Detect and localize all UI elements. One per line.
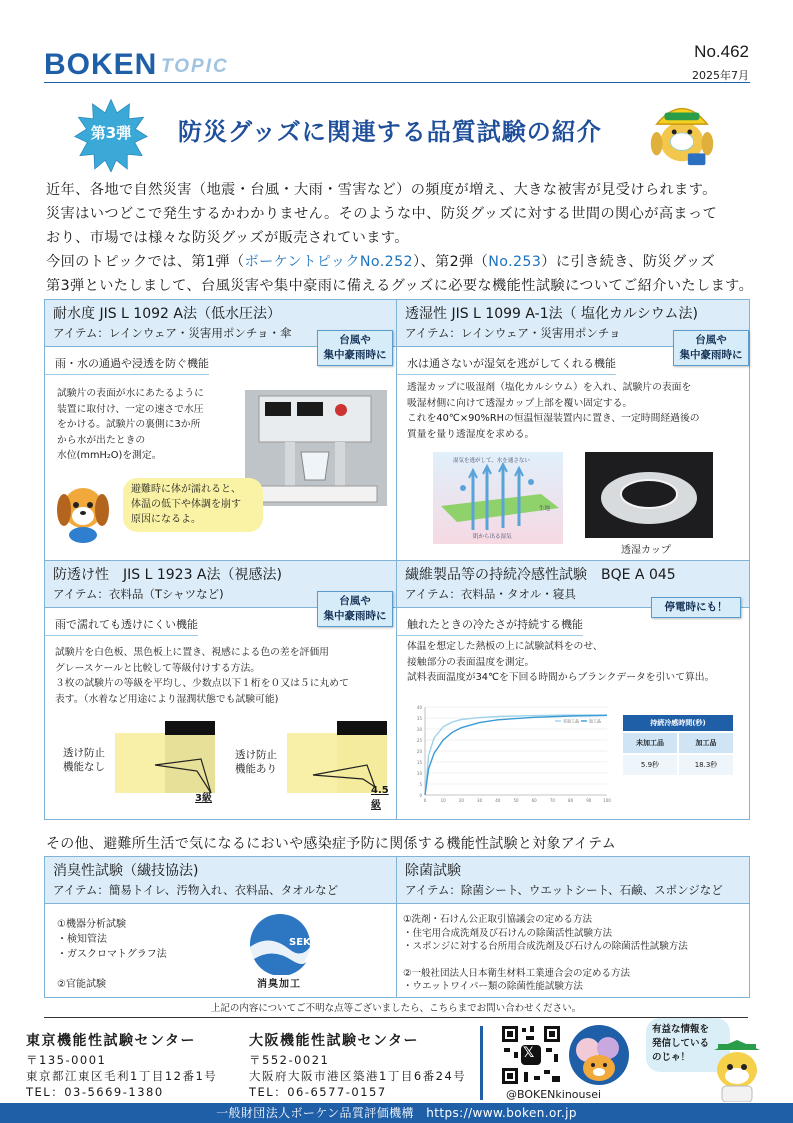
body-line: 試料表面温度が34℃を下回る時間からブランクデータを引いて算出。 [407, 672, 715, 683]
intro-line: 災害はいつどこで発生するかわかりません。そのような中、防災グッズに対する世間の関心が高まって [46, 206, 718, 222]
function-label: 雨・水の通過や浸透を防ぐ機能 [45, 353, 209, 375]
deodorant-panel [44, 856, 397, 998]
body-line: 体温を想定した熱板の上に試験試料をのせ、 [407, 641, 603, 652]
x-tick-label: 90 [586, 798, 592, 803]
x-tick-label: 0 [423, 798, 427, 803]
chart-background [407, 701, 613, 809]
page-title: 防災グッズに関連する品質試験の紹介 [178, 118, 602, 146]
tokyo-address: 東京都江東区毛利1丁目12番1号 [26, 1069, 218, 1083]
x-tick-label: 60 [531, 798, 537, 803]
panel-item: アイテム：レインウェア・災害用ポンチョ [405, 326, 621, 340]
body-line: 接触部分の表面温度を測定。 [407, 656, 535, 668]
osaka-zip: 〒552-0021 [249, 1053, 330, 1067]
body-line: 吸湿材側に向けて透湿カップ上部を覆い固定する。 [407, 397, 633, 409]
panel-item: アイテム：衣料品・タオル・寝具 [405, 587, 576, 601]
intro-fragment: 今回のトピックでは、第1弾（ [46, 254, 245, 270]
speech-line: 有益な情報を [652, 1024, 710, 1035]
table-header-cell: 未加工品 [623, 733, 677, 753]
grade-no-function: 3級 [195, 793, 212, 804]
panel-item: アイテム：衣料品（Tシャツなど) [53, 587, 224, 601]
y-tick-label: 10 [416, 771, 422, 776]
panel-title: 繊維製品等の持続冷感性試験 BQE A 045 [405, 567, 676, 583]
y-tick-label: 40 [416, 705, 422, 710]
cooling-body [407, 639, 743, 686]
bubble-line: 原因になるよ。 [131, 514, 201, 525]
body-line: 試験片の表面が水にあたるように [57, 388, 204, 399]
x-tick-label: 50 [513, 798, 519, 803]
diagram-caption-top: 湿気を逃がして、水を通さない [453, 458, 530, 464]
deodorant-list [57, 917, 257, 992]
function-label: 雨で濡れても透けにくい機能 [45, 614, 198, 636]
tag-line: 台風や [339, 595, 371, 607]
body-line: をかける。試験片の裏側に3か所 [57, 419, 201, 430]
y-tick-label: 20 [416, 749, 422, 754]
body-line: 試験片を白色板、黒色板上に置き、視感による色の差を評価用 [55, 647, 329, 658]
osaka-contact [249, 1030, 466, 1100]
body-line: 水位(mmH₂O)を測定。 [57, 450, 162, 461]
tokyo-center-name: 東京機能性試験センター [26, 1033, 196, 1049]
intro-fragment: ）、第2弾（ [412, 254, 489, 270]
x-tick-label: 30 [477, 798, 483, 803]
list-item: ・検知管法 [57, 934, 107, 945]
x-tick-label: 10 [440, 798, 446, 803]
list-item: ②官能試験 [57, 979, 106, 990]
see-through-panel [44, 560, 397, 820]
cup-caption: 透湿カップ [621, 545, 671, 556]
water-resistance-panel [44, 299, 397, 561]
sample-black-band [337, 721, 387, 735]
cooling-chart [407, 701, 613, 809]
x-handle[interactable]: @BOKENkinousei [506, 1088, 602, 1101]
moisture-cup-photo [585, 452, 713, 538]
sample-pointer [149, 757, 229, 801]
tag-line: 集中豪雨時に [323, 610, 387, 622]
body-line: これを40℃×90%RHの恒温恒湿装置内に置き、一定時間経過後の [407, 413, 700, 424]
cooling-result-table [623, 715, 733, 775]
boken-logo: BOKEN [44, 48, 158, 81]
label-line: 機能あり [235, 763, 277, 775]
topic-label: TOPIC [161, 56, 229, 77]
list-item: ①洗剤・石けん公正取引協議会の定める方法 [403, 914, 593, 925]
mascot-characters-icon [568, 1024, 630, 1086]
moisture-permeability-panel [396, 299, 750, 561]
body-line: 装置に取付け、一定の速さで水圧 [57, 403, 204, 415]
issue-number: No.462 [694, 42, 749, 61]
y-tick-label: 15 [416, 760, 422, 765]
footer-bar[interactable]: 一般財団法人ボーケン品質評価機構 https://www.boken.or.jp [0, 1103, 793, 1123]
intro-line: おり、市場では様々な防災グッズが販売されています。 [46, 230, 409, 246]
moisture-diagram [433, 452, 563, 544]
legend-label: 未加工品 [563, 718, 579, 724]
dog-speech-bubble [123, 478, 263, 532]
panel-header [45, 857, 396, 904]
list-item [57, 962, 257, 977]
sek-caption: 消臭加工 [257, 979, 301, 990]
typhoon-tag [673, 330, 749, 366]
blackout-tag: 停電時にも！ [651, 597, 741, 618]
diagram-caption-bottom: 肌から出る湿気 [473, 534, 512, 540]
osaka-tel[interactable]: TEL：06-6577-0157 [249, 1085, 387, 1099]
body-line: 透湿カップに吸湿剤（塩化カルシウム）を入れ、試験片の表面を [407, 382, 692, 393]
issue-badge: 第3弾 [90, 124, 132, 142]
label-line: 透け防止 [63, 747, 105, 759]
tag-line: 台風や [695, 334, 727, 346]
osaka-address: 大阪府大阪市港区築港1丁目6番24号 [249, 1069, 467, 1083]
antibacterial-list [403, 913, 745, 994]
osaka-center-name: 大阪機能性試験センター [249, 1033, 419, 1049]
tag-line: 集中豪雨時に [679, 349, 743, 361]
intro-line: 近年、各地で自然災害（地震・台風・大雨・雪害など）の頻度が増え、大きな被害が見受けられます。 [46, 182, 717, 198]
list-item [403, 954, 745, 967]
dog-mascot-icon [53, 478, 113, 544]
social-divider [480, 1026, 483, 1100]
sek-text: SEK [289, 937, 311, 948]
list-item: ②一般社団法人日本衛生材料工業連合会の定める方法 [403, 967, 631, 979]
bubble-line: 体温の低下や体調を崩す [131, 499, 241, 510]
scholar-mascot-icon [708, 1040, 766, 1102]
panel-title: 耐水度 JIS L 1092 A法（低水圧法） [53, 306, 281, 322]
body-line: ３枚の試験片の等級を平均し、少数点以下１桁を０又は５に丸めて [55, 678, 349, 689]
x-tick-label: 70 [549, 798, 555, 803]
y-tick-label: 30 [416, 727, 422, 732]
panel-item: アイテム：簡易トイレ、汚物入れ、衣料品、タオルなど [53, 883, 339, 897]
y-tick-label: 35 [416, 716, 422, 721]
panel-item: アイテム：レインウェア・災害用ポンチョ・傘 [53, 326, 292, 340]
table-cell: 5.9秒 [623, 755, 677, 775]
panel-item: アイテム：除菌シート、ウエットシート、石鹸、スポンジなど [405, 883, 723, 897]
panel-header [397, 857, 749, 904]
typhoon-tag [317, 591, 393, 627]
body-line: 表す。（水着など用途により湿潤状態でも試験可能) [55, 693, 279, 705]
table-row [623, 755, 733, 775]
table-title: 持続冷感時間(秒) [623, 715, 733, 731]
body-line: 質量を量り透湿度を求める。 [407, 428, 535, 440]
tokyo-contact [26, 1030, 217, 1100]
panel-title: 消臭性試験（繊技協法) [53, 863, 199, 879]
intro-line: 第3弾といたしまして、台風災害や集中豪雨に備えるグッズに必要な機能性試験についてご紹介いたします。 [46, 278, 754, 294]
antibacterial-panel [396, 856, 750, 998]
legend-label: 加工品 [589, 718, 601, 724]
header-rule [44, 82, 750, 83]
water-body [57, 386, 247, 464]
list-item: ・スポンジに対する台所用合成洗剤及び石けんの除菌活性試験方法 [403, 941, 688, 952]
topic-253-link[interactable]: No.253 [488, 254, 542, 270]
list-item: ・ガスクロマトグラフ法 [57, 949, 167, 960]
x-tick-label: 20 [458, 798, 464, 803]
body-line: から水が出たときの [57, 434, 146, 446]
function-label: 水は通さないが湿気を逃がしてくれる機能 [397, 353, 616, 375]
table-header-row [623, 733, 733, 753]
cool-touch-panel [396, 560, 750, 820]
x-tick-label: 40 [495, 798, 501, 803]
intro-fragment: ）に引き続き、防災グッズ [541, 254, 716, 270]
panel-title: 除菌試験 [405, 863, 461, 879]
y-tick-label: 5 [419, 782, 422, 787]
speech-line: のじゃ！ [652, 1052, 691, 1063]
helmet-mascot-icon [643, 90, 721, 170]
label-line: 透け防止 [235, 749, 277, 761]
panel-title: 透湿性 JIS L 1099 A-1法（ 塩化カルシウム法) [405, 306, 699, 322]
bubble-line: 避難時に体が濡れると、 [131, 484, 241, 495]
diagram-caption-side: 生地 [539, 506, 551, 512]
table-header-cell: 加工品 [679, 733, 733, 753]
sample-black-band [165, 721, 215, 735]
tokyo-tel[interactable]: TEL：03-5669-1380 [26, 1085, 164, 1099]
hydrostatic-tester-photo [245, 390, 387, 506]
other-tests-heading: その他、避難所生活で気になるにおいや感染症予防に関係する機能性試験と対象アイテム [46, 836, 617, 852]
typhoon-tag [317, 330, 393, 366]
x-logo-icon: 𝕏 [523, 1045, 535, 1061]
speech-line: 発信している [652, 1038, 710, 1049]
issue-date: 2025年7月 [692, 69, 749, 82]
intro-text [46, 178, 758, 298]
body-line: グレースケールと比較して等級付けする方法。 [55, 662, 261, 674]
transparency-body [55, 645, 391, 707]
tokyo-zip: 〒135-0001 [26, 1053, 107, 1067]
grade-with-function: 4.5級 [371, 785, 389, 811]
panel-title: 防透け性 JIS L 1923 A法（視感法) [53, 567, 282, 583]
inquiry-notice: 上記の内容についてご不明な点等ございましたら、こちらまでお問い合わせください。 [44, 1000, 748, 1018]
list-item: ・住宅用合成洗剤及び石けんの除菌活性試験方法 [403, 927, 613, 939]
topic-252-link[interactable]: ボーケントピックNo.252 [244, 254, 413, 270]
moisture-body [407, 380, 743, 442]
y-tick-label: 0 [419, 793, 422, 798]
function-label: 触れたときの冷たさが持続する機能 [397, 614, 583, 636]
label-line: 機能なし [63, 761, 105, 773]
x-tick-label: 100 [603, 798, 611, 803]
list-item: ・ウエットワイパー類の除菌性能試験方法 [403, 981, 583, 992]
y-tick-label: 25 [416, 738, 422, 743]
x-tick-label: 80 [568, 798, 574, 803]
intro-line [46, 250, 758, 274]
tag-line: 台風や [339, 334, 371, 346]
tag-line: 集中豪雨時に [323, 349, 387, 361]
table-cell: 18.3秒 [679, 755, 733, 775]
list-item: ①機器分析試験 [57, 919, 126, 930]
